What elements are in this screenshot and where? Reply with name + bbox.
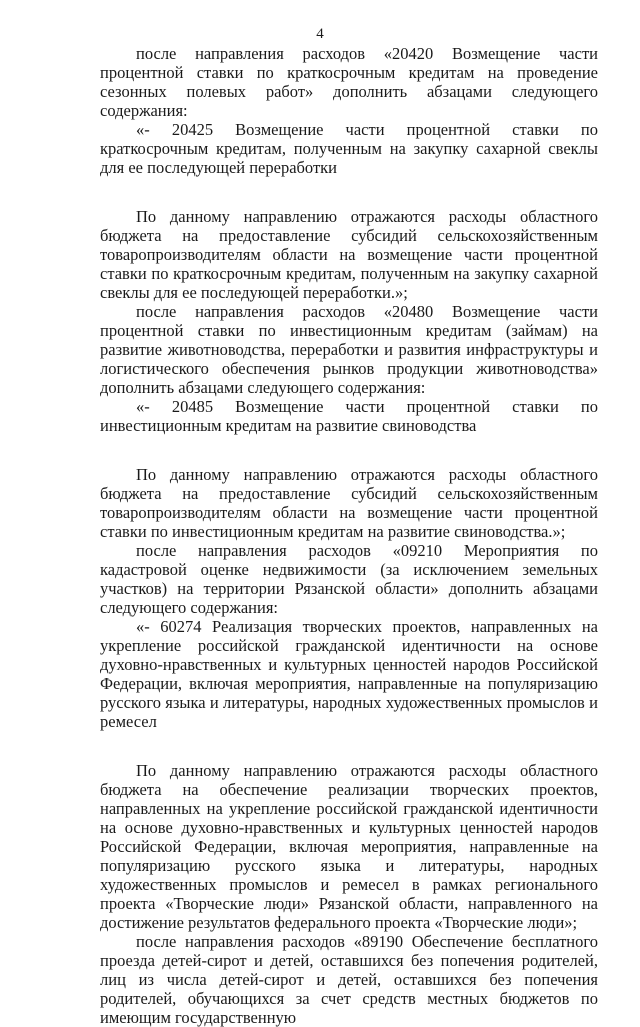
paragraph-description-60274: По данному направлению отражаются расходы областного бюджета на обеспечение реализации творческих проектов, направленных на укрепление российской гражданской идентичности на основе духовно-нравственных и культурных ценностей народов Российской Федерации, включая мероприятия, направленные на популяризацию русского языка и литературы, народных художественных промыслов и ремесел в рамках регионального проекта «Творческие люди» Рязанской области, направленного на достижение результатов федерального проекта «Творческие люди»;	[100, 761, 598, 932]
spacer	[100, 731, 598, 761]
paragraph-item-20425: «- 20425 Возмещение части процентной ставки по краткосрочным кредитам, полученным на закупку сахарной свеклы для ее последующей переработки	[100, 120, 598, 177]
paragraph-amendment-intro-09210: после направления расходов «09210 Мероприятия по кадастровой оценке недвижимости (за исключением земельных участков) на территории Рязанской области» дополнить абзацами следующего содержания:	[100, 541, 598, 617]
paragraph-amendment-intro-20420: после направления расходов «20420 Возмещение части процентной ставки по краткосрочным кредитам на проведение сезонных полевых работ» дополнить абзацами следующего содержания:	[100, 44, 598, 120]
spacer	[100, 177, 598, 207]
paragraph-description-20425: По данному направлению отражаются расходы областного бюджета на предоставление субсидий сельскохозяйственным товаропроизводителям области на возмещение части процентной ставки по краткосрочным кредитам, полученным на закупку сахарной свеклы для ее последующей переработки.»;	[100, 207, 598, 302]
paragraph-item-60274: «- 60274 Реализация творческих проектов, направленных на укрепление российской гражданской идентичности на основе духовно-нравственных и культурных ценностей народов Российской Федерации, включая мероприятия, направленные на популяризацию русского языка и литературы, народных художественных промыслов и ремесел	[100, 617, 598, 731]
paragraph-description-20485: По данному направлению отражаются расходы областного бюджета на предоставление субсидий сельскохозяйственным товаропроизводителям области на возмещение части процентной ставки по инвестиционным кредитам на развитие свиноводства.»;	[100, 465, 598, 541]
paragraph-item-20485: «- 20485 Возмещение части процентной ставки по инвестиционным кредитам на развитие свиноводства	[100, 397, 598, 435]
spacer	[100, 435, 598, 465]
page-number: 4	[316, 26, 324, 42]
paragraph-amendment-intro-20480: после направления расходов «20480 Возмещение части процентной ставки по инвестиционным кредитам (займам) на развитие животноводства, переработки и развития инфраструктуры и логистического обеспечения рынков продукции животноводства» дополнить абзацами следующего содержания:	[100, 302, 598, 397]
document-body	[100, 44, 598, 1027]
paragraph-amendment-intro-89190: после направления расходов «89190 Обеспечение бесплатного проезда детей-сирот и детей, оставшихся без попечения родителей, лиц из числа детей-сирот и детей, оставшихся без попечения родителей, обучающихся за счет средств местных бюджетов по имеющим государственную	[100, 932, 598, 1027]
